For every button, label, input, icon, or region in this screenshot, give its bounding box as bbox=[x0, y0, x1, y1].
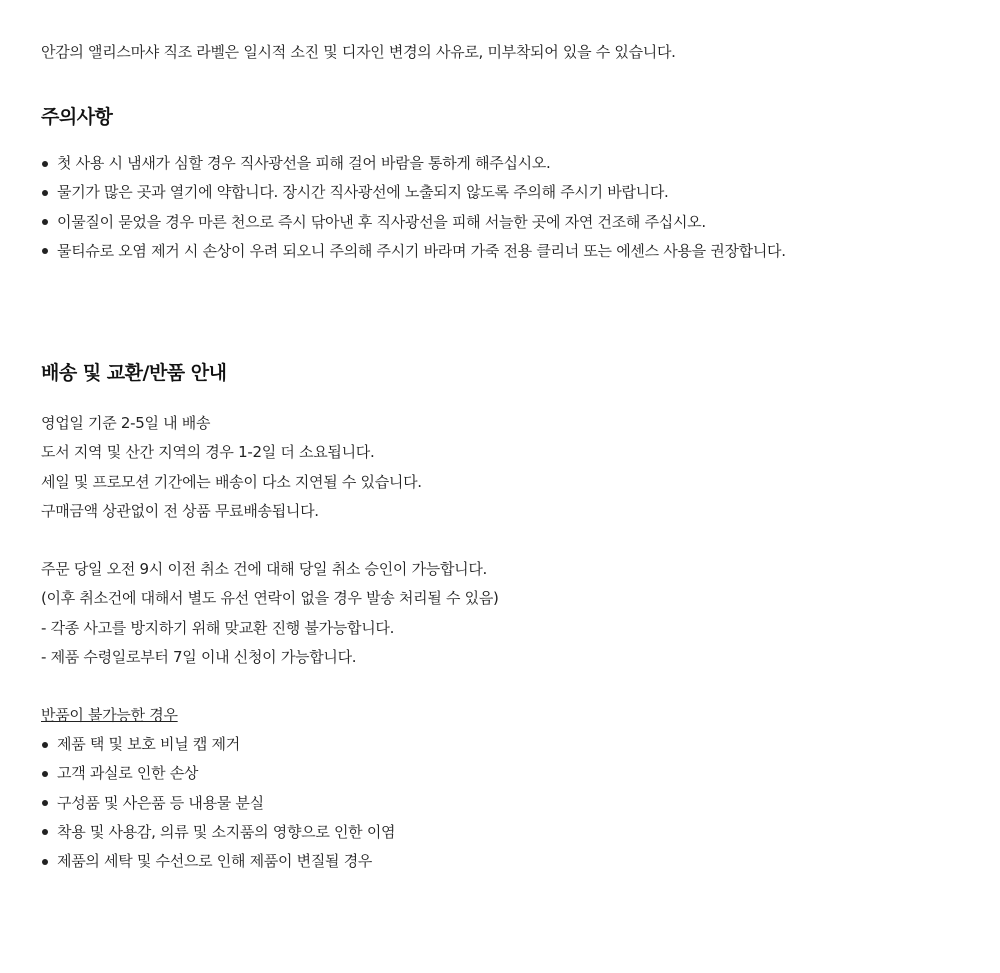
bullet-dot-icon bbox=[42, 829, 48, 835]
return-item-text: 제품의 세탁 및 수선으로 인해 제품이 변질될 경우 bbox=[57, 852, 373, 871]
list-item bbox=[41, 818, 395, 847]
list-item bbox=[41, 178, 786, 207]
return-item-text: 고객 과실로 인한 손상 bbox=[57, 764, 199, 783]
cancel-info-block bbox=[41, 555, 499, 672]
bullet-dot-icon bbox=[42, 742, 48, 748]
shipping-info-line: 도서 지역 및 산간 지역의 경우 1-2일 더 소요됩니다. bbox=[41, 443, 375, 462]
caution-heading: 주의사항 bbox=[41, 106, 113, 128]
list-item bbox=[41, 149, 786, 178]
list-item bbox=[41, 237, 786, 266]
bullet-dot-icon bbox=[42, 248, 48, 254]
bullet-dot-icon bbox=[42, 859, 48, 865]
shipping-info-line: 영업일 기준 2-5일 내 배송 bbox=[41, 414, 211, 432]
caution-item-text: 물기가 많은 곳과 열기에 약합니다. 장시간 직사광선에 노출되지 않도록 주의해 주시기 바랍니다. bbox=[57, 183, 669, 202]
cancel-info-line: - 제품 수령일로부터 7일 이내 신청이 가능합니다. bbox=[41, 647, 357, 666]
bullet-dot-icon bbox=[42, 161, 48, 167]
caution-list bbox=[41, 149, 786, 266]
cancel-info-line: 주문 당일 오전 9시 이전 취소 건에 대해 당일 취소 승인이 가능합니다. bbox=[41, 560, 487, 578]
label-notice-text: 안감의 앨리스마샤 직조 라벨은 일시적 소진 및 디자인 변경의 사유로, 미부착되어 있을 수 있습니다. bbox=[41, 43, 676, 61]
list-item bbox=[41, 759, 395, 788]
return-unavailable-list bbox=[41, 730, 395, 876]
return-unavailable-title: 반품이 불가능한 경우 bbox=[41, 706, 178, 724]
caution-item-text: 이물질이 묻었을 경우 마른 천으로 즉시 닦아낸 후 직사광선을 피해 서늘한 곳에 자연 건조해 주십시오. bbox=[57, 212, 706, 231]
caution-item-text: 첫 사용 시 냄새가 심할 경우 직사광선을 피해 걸어 바람을 통하게 해주십시오. bbox=[57, 154, 551, 172]
shipping-info-line: 구매금액 상관없이 전 상품 무료배송됩니다. bbox=[41, 501, 319, 520]
shipping-info-block bbox=[41, 409, 422, 526]
return-item-text: 구성품 및 사은품 등 내용물 분실 bbox=[57, 793, 264, 812]
list-item bbox=[41, 730, 395, 759]
list-item bbox=[41, 208, 786, 237]
return-item-text: 착용 및 사용감, 의류 및 소지품의 영향으로 인한 이염 bbox=[57, 822, 396, 841]
caution-item-text: 물티슈로 오염 제거 시 손상이 우려 되오니 주의해 주시기 바라며 가죽 전용 클리너 또는 에센스 사용을 권장합니다. bbox=[57, 241, 786, 260]
list-item bbox=[41, 847, 395, 876]
list-item bbox=[41, 789, 395, 818]
cancel-info-line: - 각종 사고를 방지하기 위해 맞교환 진행 불가능합니다. bbox=[41, 618, 395, 637]
cancel-info-line: (이후 취소건에 대해서 별도 유선 연락이 없을 경우 발송 처리될 수 있음) bbox=[41, 589, 499, 608]
bullet-dot-icon bbox=[42, 771, 48, 777]
bullet-dot-icon bbox=[42, 219, 48, 225]
shipping-heading: 배송 및 교환/반품 안내 bbox=[41, 362, 227, 384]
bullet-dot-icon bbox=[42, 190, 48, 196]
shipping-info-line: 세일 및 프로모션 기간에는 배송이 다소 지연될 수 있습니다. bbox=[41, 472, 422, 491]
return-item-text: 제품 택 및 보호 비닐 캡 제거 bbox=[57, 735, 240, 753]
bullet-dot-icon bbox=[42, 800, 48, 806]
